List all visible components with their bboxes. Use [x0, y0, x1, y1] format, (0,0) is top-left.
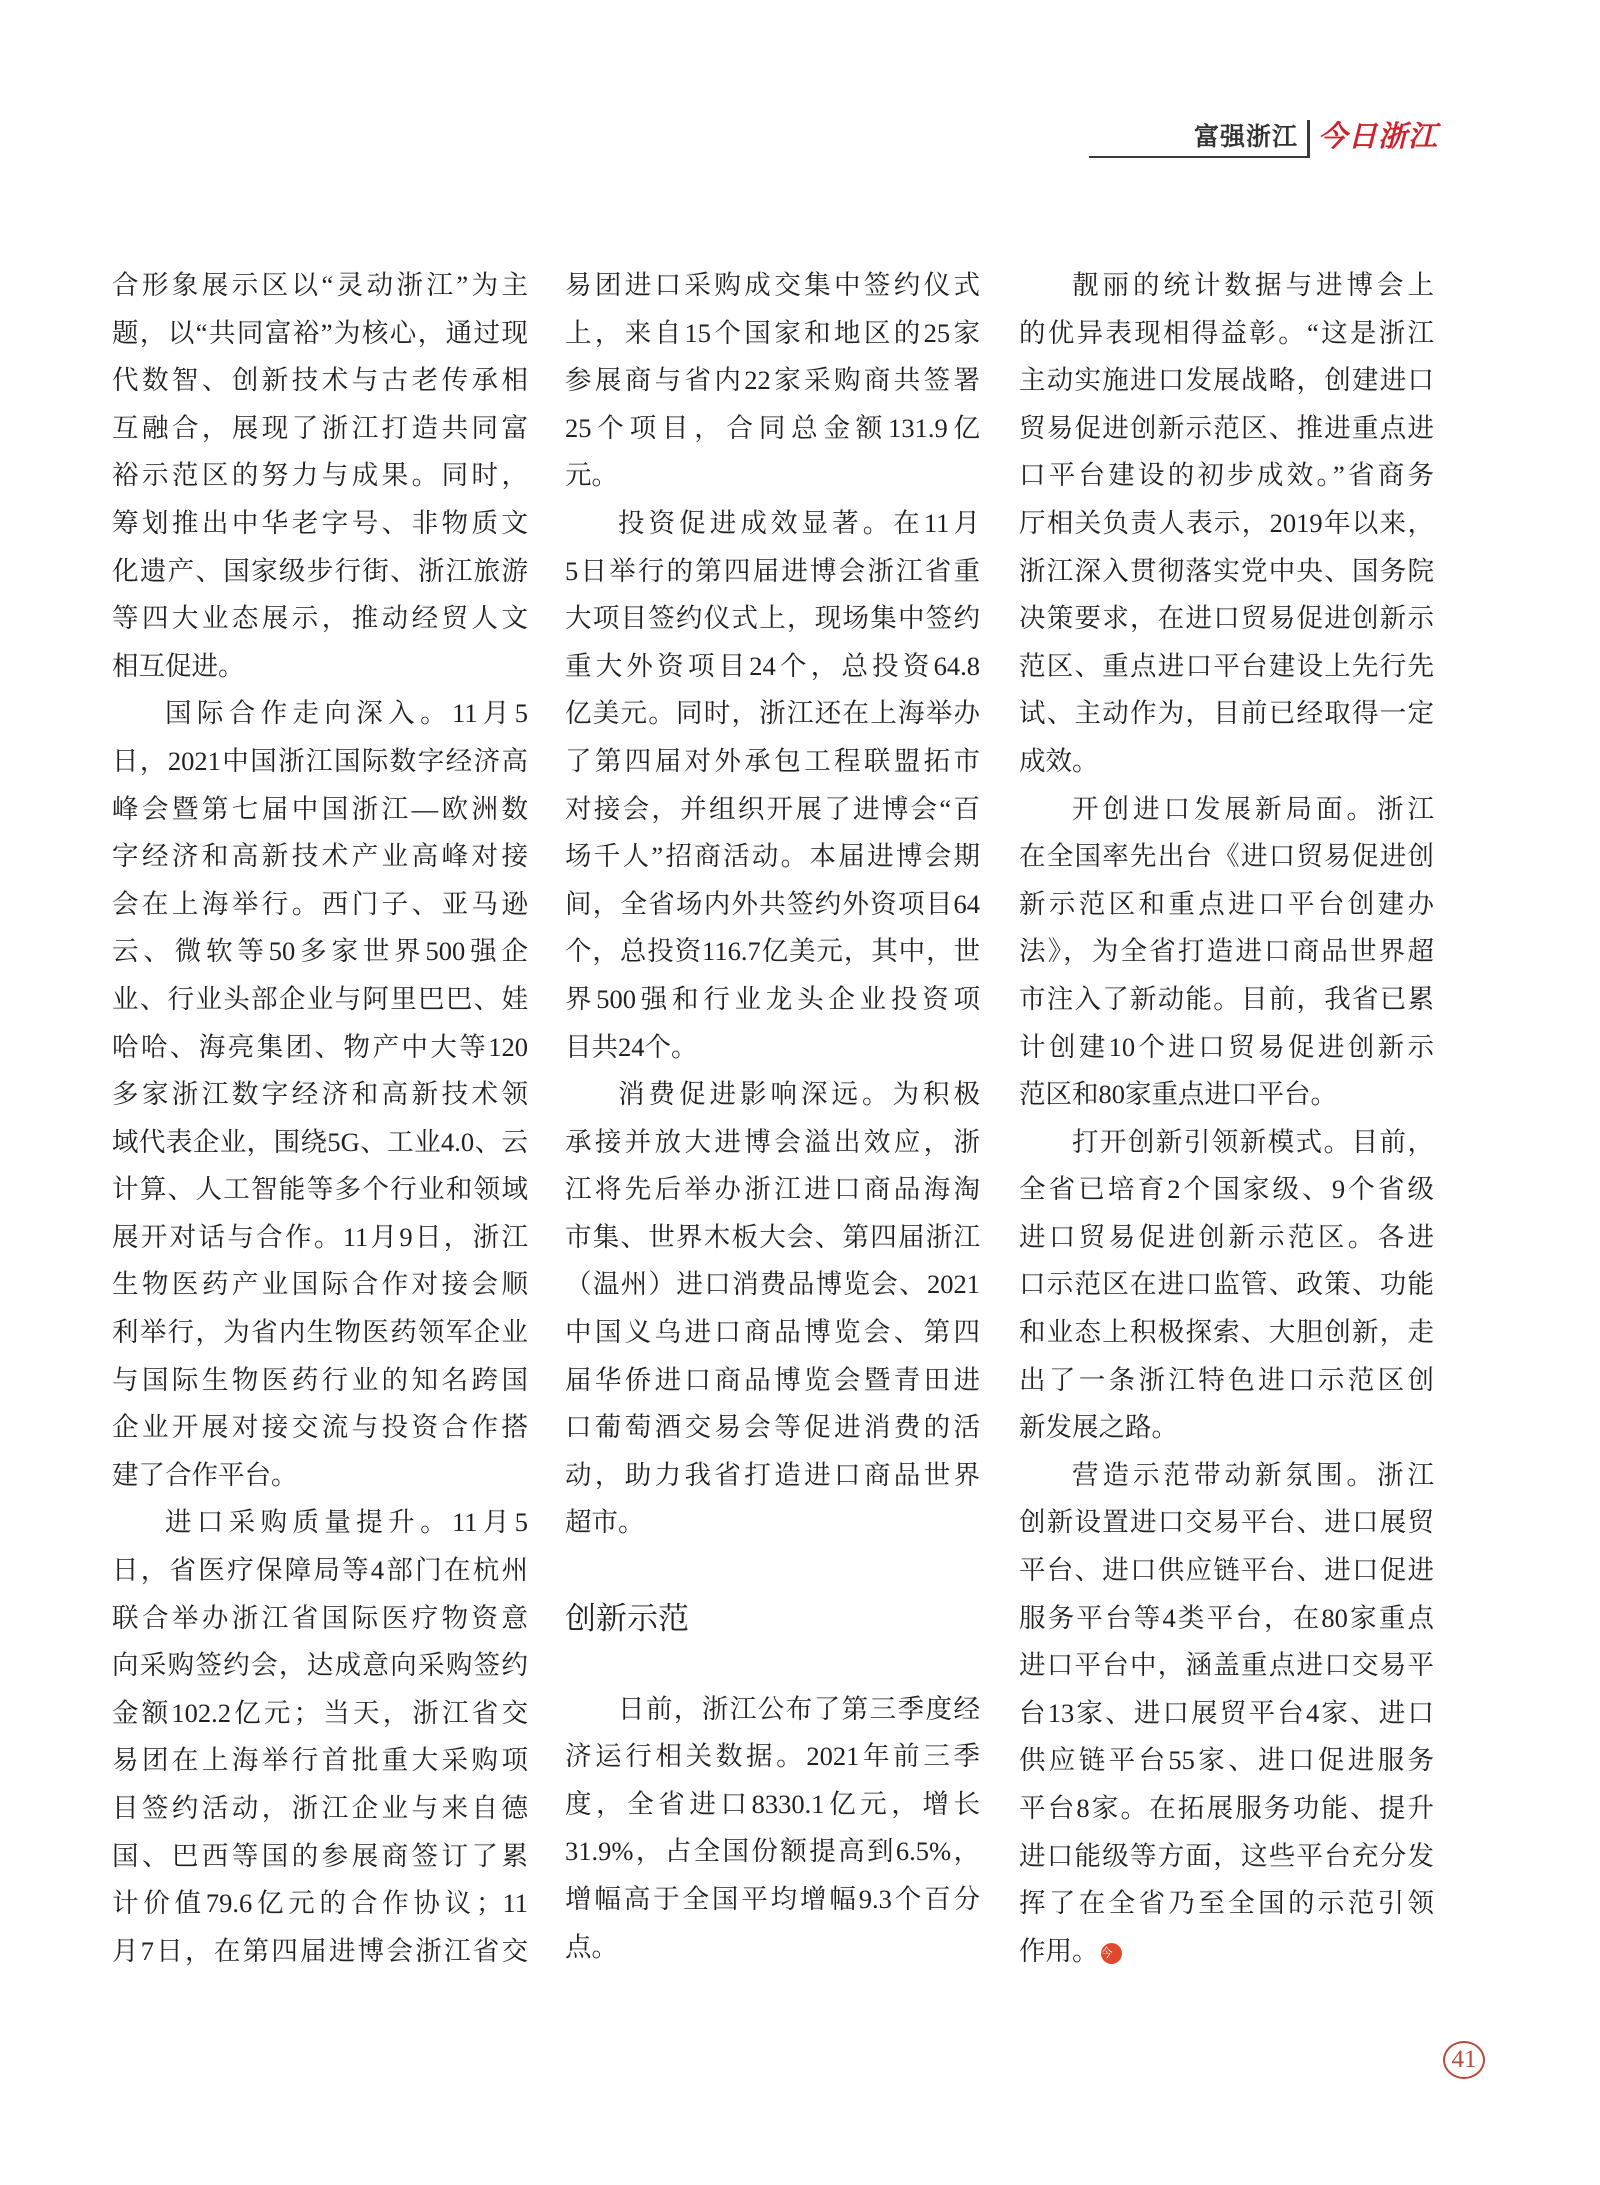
- text-line: [565, 643, 980, 691]
- line-text: 消费促进影响深远。为积极: [618, 1079, 980, 1110]
- text-line: [1019, 357, 1434, 405]
- section-heading: 创新示范: [565, 1601, 689, 1638]
- line-text: 化遗产、国家级步行街、浙江旅游: [112, 555, 528, 586]
- paragraph: [112, 690, 528, 1499]
- text-line: [1019, 1119, 1434, 1167]
- line-text: 中国义乌进口商品博览会、第四: [565, 1317, 980, 1348]
- text-line: [1019, 1642, 1434, 1690]
- text-line: [1019, 928, 1434, 976]
- text-line: [112, 357, 528, 405]
- line-text: 新示范区和重点进口平台创建办: [1019, 888, 1434, 919]
- line-text: 场千人”招商活动。本届进博会期: [565, 841, 980, 872]
- text-line: [565, 1499, 980, 1547]
- line-text: 计价值79.6亿元的合作协议；11: [112, 1888, 528, 1919]
- text-line: [112, 595, 528, 643]
- text-line: [1019, 976, 1434, 1024]
- text-line: [112, 548, 528, 596]
- text-line: [112, 833, 528, 881]
- text-column-3: [1019, 262, 1434, 1975]
- text-line: [565, 690, 980, 738]
- line-text: 计算、人工智能等多个行业和领域: [112, 1174, 528, 1205]
- line-text: 重大外资项目24个，总投资64.8: [565, 650, 980, 681]
- text-line: [1019, 1261, 1434, 1309]
- text-line: [112, 1261, 528, 1309]
- text-line: [1019, 1547, 1434, 1595]
- line-text: 范区和80家重点进口平台。: [1019, 1079, 1337, 1110]
- text-line: [112, 928, 528, 976]
- line-text: 在全国率先出台《进口贸易促进创: [1019, 841, 1434, 872]
- text-line: [112, 738, 528, 786]
- line-text: 日前，浙江公布了第三季度经: [618, 1693, 980, 1724]
- line-text: 题，以“共同富裕”为核心，通过现: [112, 317, 528, 348]
- text-line: [1019, 1357, 1434, 1405]
- line-text: 裕示范区的努力与成果。同时，: [112, 460, 528, 491]
- line-text: 金额102.2亿元；当天，浙江省交: [112, 1697, 528, 1728]
- text-line: [112, 310, 528, 358]
- text-line: [1019, 833, 1434, 881]
- line-text: 31.9%，占全国份额提高到6.5%，: [565, 1836, 980, 1867]
- line-text: 多家浙江数字经济和高新技术领: [112, 1079, 528, 1110]
- line-text: 向采购签约会，达成意向采购签约: [112, 1650, 528, 1681]
- text-line: [1019, 595, 1434, 643]
- line-text: 全省已培育2个国家级、9个省级: [1019, 1174, 1434, 1205]
- line-text: 供应链平台55家、进口促进服务: [1019, 1745, 1434, 1776]
- line-text: 进口贸易促进创新示范区。各进: [1019, 1221, 1434, 1252]
- text-line: [112, 1119, 528, 1167]
- line-text: 新发展之路。: [1019, 1412, 1178, 1443]
- line-text: 浙江深入贯彻落实党中央、国务院: [1019, 555, 1434, 586]
- line-text: 互融合，展现了浙江打造共同富: [112, 412, 528, 443]
- text-line: [565, 452, 980, 500]
- text-line: [112, 262, 528, 310]
- text-line: [1019, 500, 1434, 548]
- line-text: 市注入了新动能。目前，我省已累: [1019, 983, 1434, 1014]
- text-line: [565, 1071, 980, 1119]
- text-line: [1019, 1785, 1434, 1833]
- text-line: [1019, 1690, 1434, 1738]
- line-text: 挥了在全省乃至全国的示范引领: [1019, 1888, 1434, 1919]
- line-text: 筹划推出中华老字号、非物质文: [112, 507, 528, 538]
- text-line: [1019, 405, 1434, 453]
- text-line: [112, 1071, 528, 1119]
- line-text: 靓丽的统计数据与进博会上: [1072, 270, 1434, 300]
- line-text: 目共24个。: [565, 1031, 698, 1062]
- text-line: [565, 1024, 980, 1072]
- text-line: [1019, 1024, 1434, 1072]
- line-text: 联合举办浙江省国际医疗物资意: [112, 1602, 528, 1633]
- text-line: [565, 1119, 980, 1167]
- line-text: 上，来自15个国家和地区的25家: [565, 317, 980, 348]
- text-line: [1019, 1499, 1434, 1547]
- line-text: 度，全省进口8330.1亿元，增长: [565, 1788, 980, 1819]
- text-line: [112, 690, 528, 738]
- text-line: [1019, 643, 1434, 691]
- text-line: [565, 1261, 980, 1309]
- text-line: [565, 1166, 980, 1214]
- line-text: 出了一条浙江特色进口示范区创: [1019, 1364, 1434, 1395]
- text-line: [1019, 1309, 1434, 1357]
- line-text: 进口能级等方面，这些平台充分发: [1019, 1840, 1434, 1871]
- paragraph: [565, 500, 980, 1071]
- line-text: 厅相关负责人表示，2019年以来，: [1019, 507, 1434, 538]
- line-text: 进口采购质量提升。11月5: [165, 1507, 528, 1538]
- text-line: [1019, 1833, 1434, 1881]
- text-line: [1019, 452, 1434, 500]
- line-text: 创新设置进口交易平台、进口展贸: [1019, 1507, 1434, 1538]
- text-line: [565, 1876, 980, 1924]
- line-text: 动，助力我省打造进口商品世界: [565, 1459, 980, 1490]
- text-line: [565, 1686, 980, 1734]
- line-text: 济运行相关数据。2021年前三季: [565, 1741, 980, 1772]
- text-line: [565, 738, 980, 786]
- text-line: [565, 1828, 980, 1876]
- line-text: 试、主动作为，目前已经取得一定: [1019, 698, 1434, 729]
- text-line: [112, 881, 528, 929]
- text-line: [565, 595, 980, 643]
- line-text: 法》，为全省打造进口商品世界超: [1019, 936, 1434, 967]
- line-text: 口示范区在进口监管、政策、功能: [1019, 1269, 1434, 1300]
- line-text: 代数智、创新技术与古老传承相: [112, 365, 528, 396]
- line-text: 展开对话与合作。11月9日，浙江: [112, 1221, 528, 1252]
- text-line: [565, 548, 980, 596]
- text-line: [565, 1733, 980, 1781]
- paragraph: [112, 1499, 528, 1975]
- line-text: 市集、世界木板大会、第四届浙江: [565, 1221, 980, 1252]
- line-text: 营造示范带动新氛围。浙江: [1072, 1459, 1434, 1490]
- line-text: 与国际生物医药行业的知名跨国: [112, 1364, 528, 1395]
- text-line: [565, 1404, 980, 1452]
- paragraph: [1019, 786, 1434, 1119]
- line-text: 5日举行的第四届进博会浙江省重: [565, 555, 980, 586]
- line-text: 了第四届对外承包工程联盟拓市: [565, 745, 980, 776]
- line-text: 哈哈、海亮集团、物产中大等120: [112, 1031, 528, 1062]
- line-text: 成效。: [1019, 745, 1099, 776]
- line-text: 口平台建设的初步成效。”省商务: [1019, 460, 1434, 491]
- line-text: 投资促进成效显著。在11月: [618, 507, 980, 538]
- text-line: [565, 310, 980, 358]
- line-text: 字经济和高新技术产业高峰对接: [112, 841, 528, 872]
- text-line: [1019, 310, 1434, 358]
- line-text: 作用。: [1019, 1935, 1099, 1966]
- line-text: 开创进口发展新局面。浙江: [1072, 793, 1434, 824]
- line-text: 届华侨进口商品博览会暨青田进: [565, 1364, 980, 1395]
- text-line: [1019, 262, 1434, 310]
- line-text: 企业开展对接交流与投资合作搭: [112, 1412, 528, 1443]
- line-text: 国、巴西等国的参展商签订了累: [112, 1840, 528, 1871]
- line-text: 间，全省场内外共签约外资项目64: [565, 888, 980, 919]
- paragraph: [565, 262, 980, 500]
- text-line: [112, 1737, 528, 1785]
- header-divider: [1307, 120, 1310, 158]
- text-line: [112, 405, 528, 453]
- text-line: [112, 1690, 528, 1738]
- header-rule: [1089, 156, 1308, 158]
- text-line: [112, 1499, 528, 1547]
- text-line: [1019, 881, 1434, 929]
- line-text: 利举行，为省内生物医药领军企业: [112, 1317, 528, 1348]
- text-line: [112, 1404, 528, 1452]
- line-text: 贸易促进创新示范区、推进重点进: [1019, 412, 1434, 443]
- line-text: 点。: [565, 1931, 618, 1962]
- line-text: 合形象展示区以“灵动浙江”为主: [112, 270, 528, 300]
- paragraph: [1019, 262, 1434, 786]
- line-text: 范区、重点进口平台建设上先行先: [1019, 650, 1434, 681]
- line-text: 主动实施进口发展战略，创建进口: [1019, 365, 1434, 396]
- line-text: 对接会，并组织开展了进博会“百: [565, 793, 980, 824]
- line-text: 25个项目，合同总金额131.9亿: [565, 412, 980, 443]
- text-line: [112, 1452, 528, 1500]
- text-line: [565, 1357, 980, 1405]
- line-text: 日，省医疗保障局等4部门在杭州: [112, 1555, 528, 1586]
- line-text: 承接并放大进博会溢出效应，浙: [565, 1126, 980, 1157]
- text-line: [1019, 1166, 1434, 1214]
- text-line: [112, 643, 528, 691]
- line-text: 台13家、进口展贸平台4家、进口: [1019, 1697, 1434, 1728]
- text-column-1: [112, 262, 528, 1975]
- page-number: 41: [1443, 2041, 1485, 2079]
- text-line: [112, 500, 528, 548]
- line-text: 的优异表现相得益彰。“这是浙江: [1019, 317, 1434, 348]
- line-text: 个，总投资116.7亿美元，其中，世: [565, 936, 980, 967]
- text-line: [1019, 1880, 1434, 1928]
- text-line: [112, 1309, 528, 1357]
- line-text: 和业态上积极探索、大胆创新，走: [1019, 1317, 1434, 1348]
- text-line: [565, 881, 980, 929]
- line-text: 服务平台等4类平台，在80家重点: [1019, 1602, 1434, 1633]
- text-column-2: [565, 262, 980, 1971]
- text-line: [1019, 1737, 1434, 1785]
- text-line: [565, 1924, 980, 1972]
- text-line: [112, 1024, 528, 1072]
- text-line: [565, 1781, 980, 1829]
- text-line: [112, 1928, 528, 1976]
- text-line: [565, 405, 980, 453]
- paragraph: [565, 1686, 980, 1972]
- paragraph: [565, 1071, 980, 1547]
- paragraph: [1019, 1119, 1434, 1452]
- text-line: [1019, 1928, 1434, 1976]
- line-text: 打开创新引领新模式。目前，: [1072, 1126, 1434, 1157]
- text-line: [112, 976, 528, 1024]
- line-text: 业、行业头部企业与阿里巴巴、娃: [112, 983, 528, 1014]
- text-line: [1019, 1452, 1434, 1500]
- text-line: [1019, 1595, 1434, 1643]
- text-line: [565, 833, 980, 881]
- text-line: [565, 262, 980, 310]
- line-text: 月7日，在第四届进博会浙江省交: [112, 1935, 528, 1966]
- text-line: [112, 1595, 528, 1643]
- line-text: 易团进口采购成交集中签约仪式: [565, 270, 980, 300]
- line-text: 目签约活动，浙江企业与来自德: [112, 1793, 528, 1823]
- section-title: 富强浙江: [1193, 122, 1298, 151]
- text-line: [112, 1547, 528, 1595]
- text-line: [112, 1833, 528, 1881]
- text-line: [1019, 786, 1434, 834]
- text-line: [565, 1452, 980, 1500]
- text-line: [112, 1880, 528, 1928]
- text-line: [1019, 548, 1434, 596]
- line-text: 会在上海举行。西门子、亚马逊: [112, 888, 528, 919]
- text-line: [565, 928, 980, 976]
- line-text: 易团在上海举行首批重大采购项: [112, 1745, 528, 1776]
- line-text: 增幅高于全国平均增幅9.3个百分: [565, 1884, 980, 1914]
- text-line: [1019, 1214, 1434, 1262]
- line-text: 江将先后举办浙江进口商品海淘: [565, 1174, 980, 1205]
- line-text: 日，2021中国浙江国际数字经济高: [112, 745, 528, 776]
- text-line: [565, 357, 980, 405]
- line-text: 亿美元。同时，浙江还在上海举办: [565, 698, 980, 729]
- line-text: 云、微软等50多家世界500强企: [112, 936, 528, 967]
- line-text: 平台8家。在拓展服务功能、提升: [1019, 1793, 1434, 1823]
- line-text: 峰会暨第七届中国浙江—欧洲数: [112, 793, 528, 824]
- text-line: [1019, 1071, 1434, 1119]
- article-end-mark-icon: 今: [1101, 1943, 1122, 1964]
- line-text: 生物医药产业国际合作对接会顺: [112, 1269, 528, 1300]
- text-line: [565, 1309, 980, 1357]
- text-line: [112, 1214, 528, 1262]
- magazine-logo: 今日浙江: [1318, 119, 1439, 153]
- text-line: [1019, 738, 1434, 786]
- text-line: [565, 500, 980, 548]
- line-text: 进口平台中，涵盖重点进口交易平: [1019, 1650, 1434, 1681]
- line-text: 相互促进。: [112, 650, 245, 681]
- line-text: 等四大业态展示，推动经贸人文: [112, 603, 528, 634]
- line-text: 域代表企业，围绕5G、工业4.0、云: [112, 1126, 528, 1157]
- text-line: [112, 1166, 528, 1214]
- text-line: [112, 1642, 528, 1690]
- text-line: [1019, 1404, 1434, 1452]
- line-text: 决策要求，在进口贸易促进创新示: [1019, 603, 1434, 634]
- line-text: 建了合作平台。: [112, 1459, 298, 1490]
- text-line: [565, 1214, 980, 1262]
- text-line: [565, 786, 980, 834]
- line-text: 超市。: [565, 1507, 645, 1538]
- line-text: 界500强和行业龙头企业投资项: [565, 983, 980, 1014]
- line-text: 口葡萄酒交易会等促进消费的活: [565, 1412, 980, 1443]
- text-line: [112, 1785, 528, 1833]
- text-line: [112, 452, 528, 500]
- line-text: 国际合作走向深入。11月5: [165, 698, 528, 729]
- paragraph: [112, 262, 528, 690]
- text-line: [1019, 690, 1434, 738]
- line-text: 元。: [565, 460, 618, 491]
- paragraph: [1019, 1452, 1434, 1976]
- line-text: 平台、进口供应链平台、进口促进: [1019, 1555, 1434, 1586]
- line-text: （温州）进口消费品博览会、2021: [565, 1269, 980, 1300]
- text-line: [112, 1357, 528, 1405]
- line-text: 大项目签约仪式上，现场集中签约: [565, 603, 980, 634]
- text-line: [112, 786, 528, 834]
- line-text: 计创建10个进口贸易促进创新示: [1019, 1031, 1434, 1062]
- line-text: 参展商与省内22家采购商共签署: [565, 365, 980, 396]
- text-line: [565, 976, 980, 1024]
